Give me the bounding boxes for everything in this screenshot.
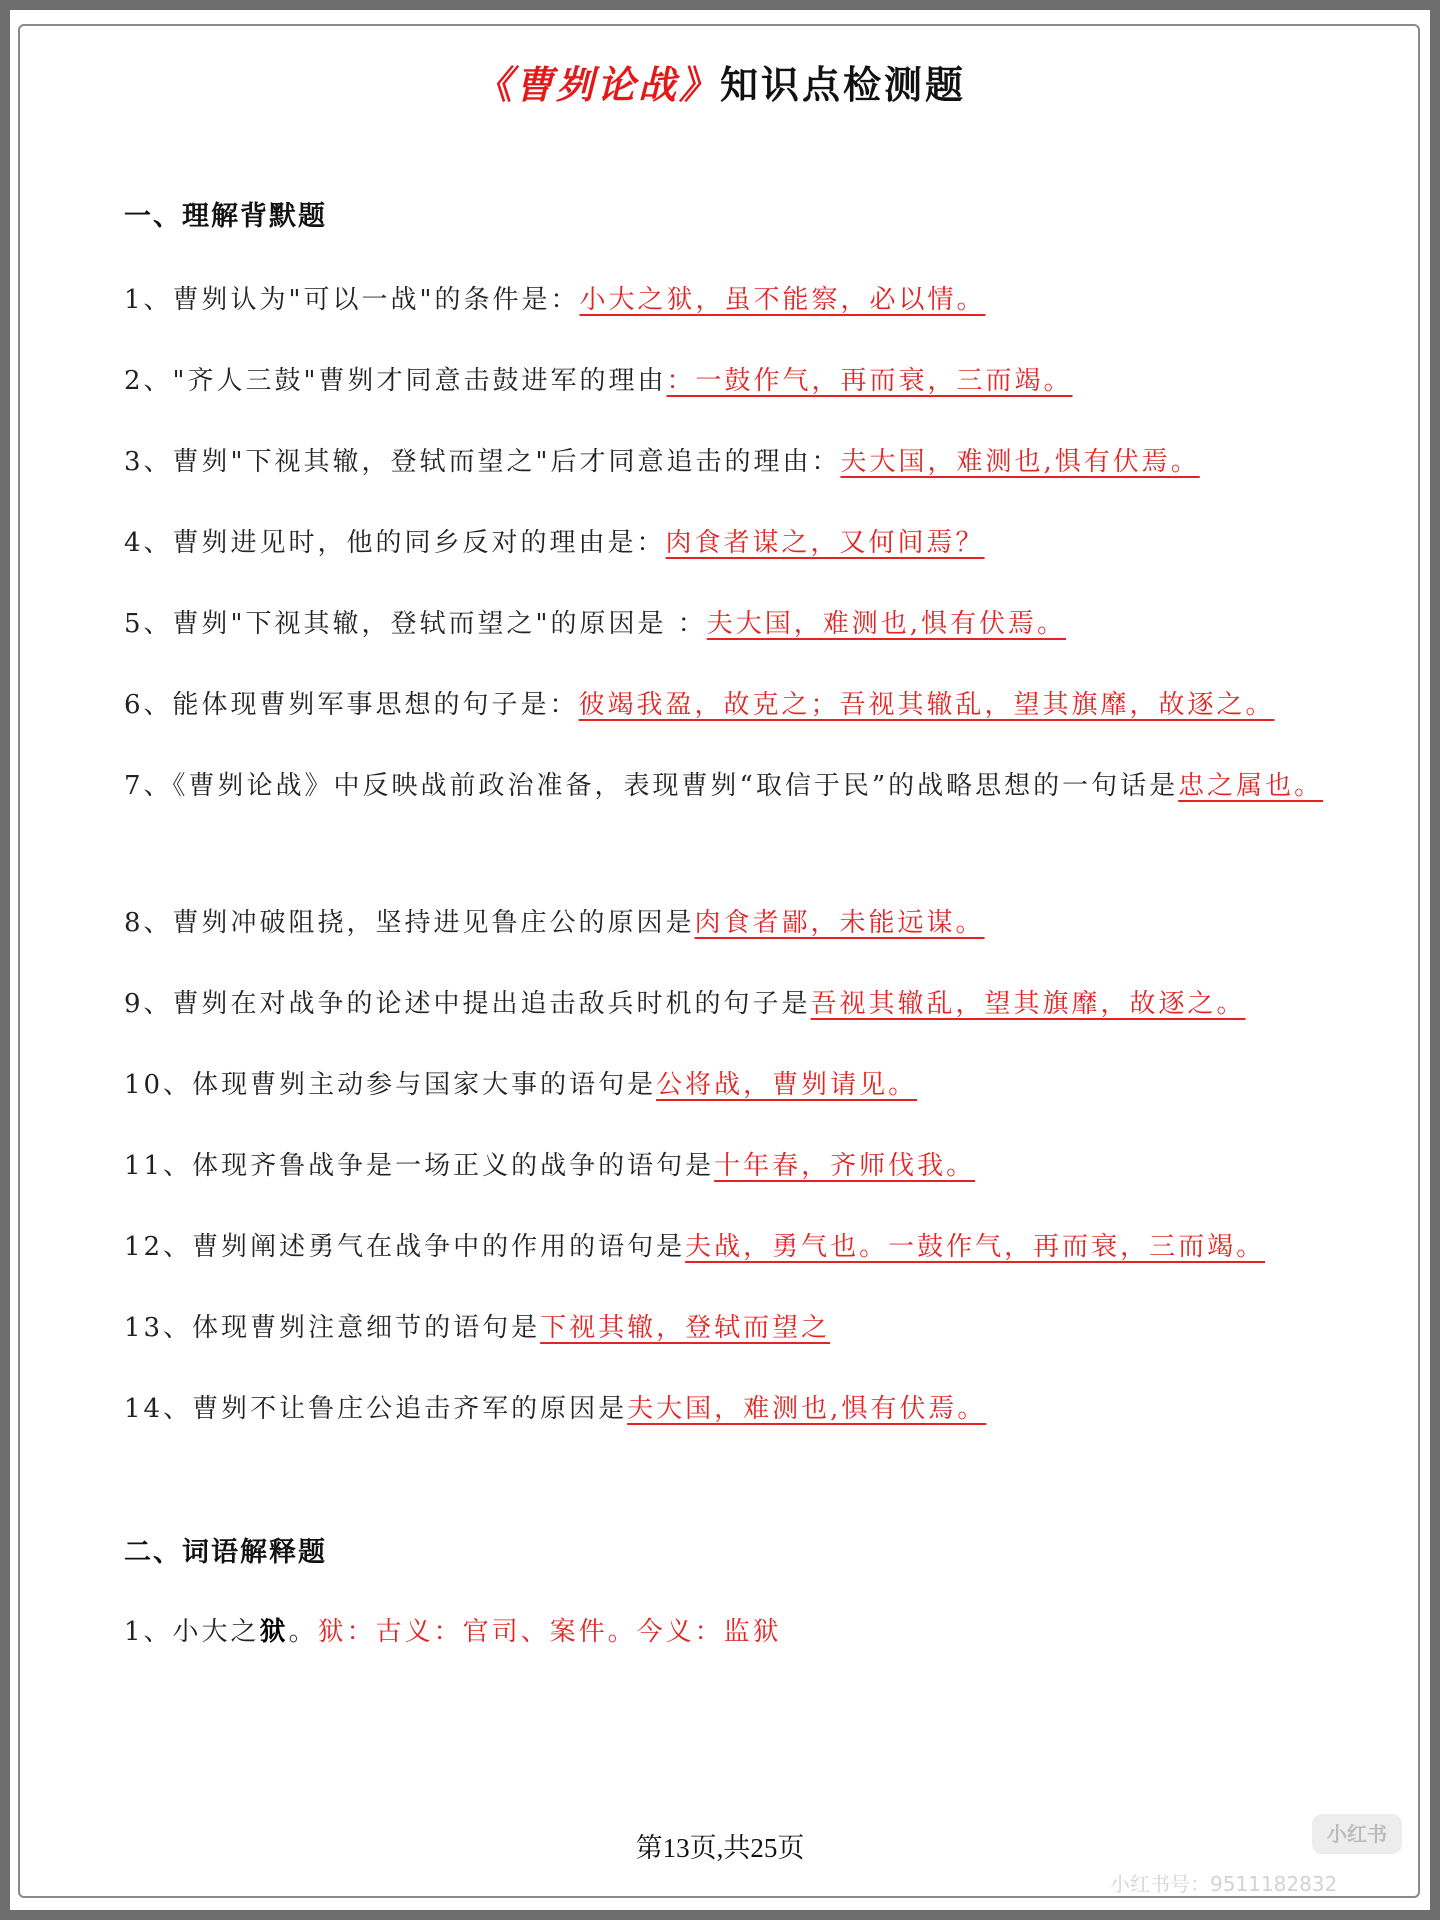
vocab-answer: 狱：古义：官司、案件。今义：监狱 xyxy=(317,1617,782,1647)
title-book-name: 《曹刿论战》 xyxy=(473,63,720,107)
question-item xyxy=(124,353,1330,409)
question-item xyxy=(124,1381,1330,1437)
question-item xyxy=(124,1138,1330,1194)
question-text: 5、曹刿"下视其辙，登轼而望之"的原因是 ： xyxy=(124,609,707,639)
question-item xyxy=(124,1057,1330,1113)
question-item xyxy=(124,1300,1330,1356)
vocab-term: 狱 xyxy=(259,1617,289,1647)
title-suffix: 知识点检测题 xyxy=(720,63,967,107)
question-item xyxy=(124,515,1330,571)
document-page xyxy=(10,10,1430,1910)
answer-text: 夫大国，难测也,惧有伏焉。 xyxy=(840,447,1200,477)
question-item xyxy=(124,434,1330,490)
watermark-account: 小红书号：9511182832 xyxy=(1110,1872,1338,1896)
question-text: 10、体现曹刿主动参与国家大事的语句是 xyxy=(124,1070,657,1100)
answer-text: 肉食者谋之，又何间焉？ xyxy=(665,528,985,558)
answer-text: 肉食者鄙，未能远谋。 xyxy=(694,908,985,938)
answer-text: 忠之属也。 xyxy=(1178,771,1324,801)
question-item xyxy=(124,677,1330,733)
question-text: 13、体现曹刿注意细节的语句是 xyxy=(124,1313,541,1343)
vocab-question: 1、小大之 xyxy=(124,1617,260,1647)
question-text: 14、曹刿不让鲁庄公追击齐军的原因是 xyxy=(124,1394,628,1424)
section-heading-vocabulary: 二、词语解释题 xyxy=(124,1537,327,1568)
answer-text: 夫大国，难测也,惧有伏焉。 xyxy=(627,1394,987,1424)
question-text: 11、体现齐鲁战争是一场正义的战争的语句是 xyxy=(124,1151,715,1181)
question-text: 7、《曹刿论战》中反映战前政治准备，表现曹刿“取信于民”的战略思想的一句话是 xyxy=(124,771,1179,801)
question-text: 3、曹刿"下视其辙，登轼而望之"后才同意追击的理由： xyxy=(124,447,841,477)
question-text: 4、曹刿进见时，他的同乡反对的理由是： xyxy=(124,528,666,558)
answer-text: ：一鼓作气，再而衰，三而竭。 xyxy=(666,366,1073,396)
question-item xyxy=(124,758,1330,814)
answer-text: 公将战，曹刿请见。 xyxy=(656,1070,918,1100)
question-text: 2、"齐人三鼓"曹刿才同意击鼓进军的理由 xyxy=(124,366,667,396)
page-number: 第13页,共25页 xyxy=(635,1833,805,1863)
question-text: 1、曹刿认为"可以一战"的条件是： xyxy=(124,285,580,315)
page-title xyxy=(10,54,1430,109)
answer-text: 彼竭我盈，故克之；吾视其辙乱，望其旗靡，故逐之。 xyxy=(578,690,1275,720)
question-item xyxy=(124,1219,1330,1275)
section-heading-recitation: 一、理解背默题 xyxy=(124,201,327,232)
question-item xyxy=(124,596,1330,652)
answer-text: 夫大国，难测也,惧有伏焉。 xyxy=(706,609,1066,639)
watermark-logo: 小红书 xyxy=(1312,1814,1402,1854)
answer-text: 十年春，齐师伐我。 xyxy=(714,1151,976,1181)
answer-text: 吾视其辙乱，望其旗靡，故逐之。 xyxy=(810,989,1246,1019)
question-text: 8、曹刿冲破阻挠，坚持进见鲁庄公的原因是 xyxy=(124,908,695,938)
question-text: 6、能体现曹刿军事思想的句子是： xyxy=(124,690,579,720)
question-text: 12、曹刿阐述勇气在战争中的作用的语句是 xyxy=(124,1232,686,1262)
answer-text: 夫战，勇气也。一鼓作气，再而衰，三而竭。 xyxy=(685,1232,1266,1262)
vocab-separator: 。 xyxy=(288,1617,318,1647)
vocab-item xyxy=(124,1604,1330,1660)
question-item xyxy=(124,272,1330,328)
question-item xyxy=(124,895,1330,951)
answer-text: 小大之狱，虽不能察，必以情。 xyxy=(579,285,986,315)
answer-text: 下视其辙，登轼而望之 xyxy=(540,1313,831,1343)
question-text: 9、曹刿在对战争的论述中提出追击敌兵时机的句子是 xyxy=(124,989,811,1019)
question-item xyxy=(124,976,1330,1032)
